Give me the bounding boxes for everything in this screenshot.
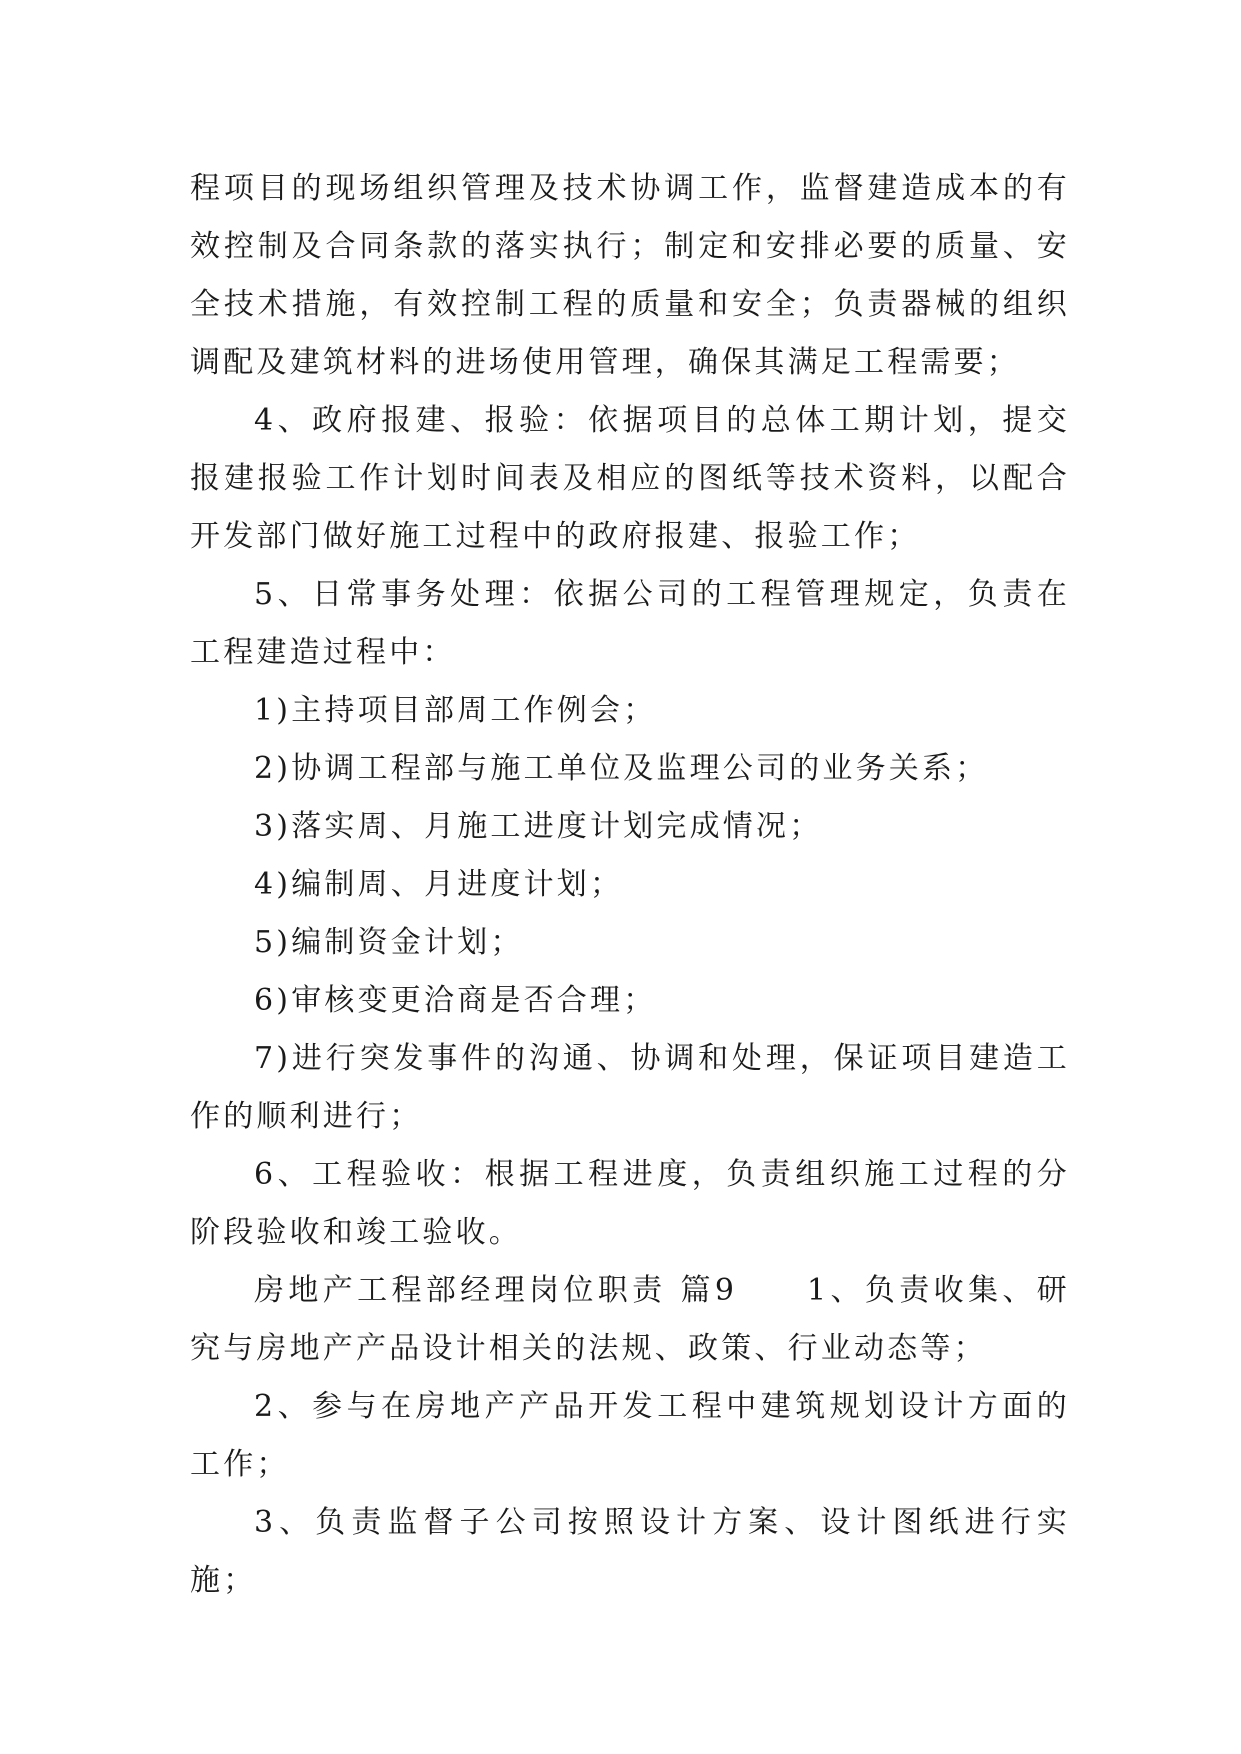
paragraph: 6、工程验收：根据工程进度，负责组织施工过程的分阶段验收和竣工验收。 bbox=[190, 1157, 1070, 1250]
list-item: 5)编制资金计划； bbox=[254, 925, 524, 960]
document-body bbox=[190, 160, 1070, 1610]
list-item: 7)进行突发事件的沟通、协调和处理，保证项目建造工作的顺利进行； bbox=[190, 1041, 1070, 1134]
list-item: 4)编制周、月进度计划； bbox=[254, 867, 624, 902]
list-item: 6)审核变更洽商是否合理； bbox=[254, 983, 657, 1018]
section-heading-paragraph: 房地产工程部经理岗位职责 篇9 1、负责收集、研究与房地产产品设计相关的法规、政策、行业动态等； bbox=[190, 1273, 1070, 1366]
list-item: 3)落实周、月施工进度计划完成情况； bbox=[254, 809, 823, 844]
paragraph: 5、日常事务处理：依据公司的工程管理规定，负责在工程建造过程中： bbox=[190, 577, 1070, 670]
list-item: 2)协调工程部与施工单位及监理公司的业务关系； bbox=[254, 751, 989, 786]
list-item: 1)主持项目部周工作例会； bbox=[254, 693, 657, 728]
paragraph: 3、负责监督子公司按照设计方案、设计图纸进行实施； bbox=[190, 1505, 1070, 1598]
paragraph: 程项目的现场组织管理及技术协调工作，监督建造成本的有效控制及合同条款的落实执行；制定和安排必要的质量、安全技术措施，有效控制工程的质量和安全；负责器械的组织调配及建筑材料的进场使用管理，确保其满足工程需要； bbox=[190, 171, 1070, 380]
paragraph: 4、政府报建、报验：依据项目的总体工期计划，提交报建报验工作计划时间表及相应的图纸等技术资料，以配合开发部门做好施工过程中的政府报建、报验工作； bbox=[190, 403, 1070, 554]
paragraph: 2、参与在房地产产品开发工程中建筑规划设计方面的工作； bbox=[190, 1389, 1070, 1482]
